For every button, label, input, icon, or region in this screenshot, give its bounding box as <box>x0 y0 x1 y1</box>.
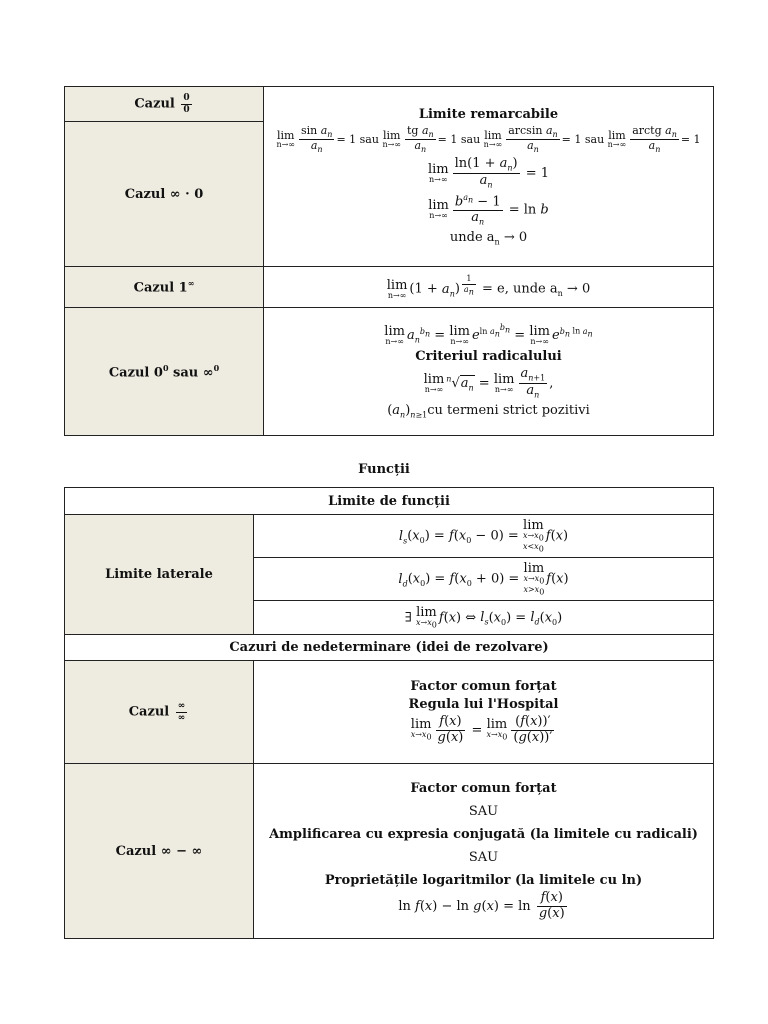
radical-criterion-title: Criteriul radicalului <box>415 349 562 365</box>
radical-criterion-cell <box>264 308 714 436</box>
positive-terms-condition: $(a_n)_{n\ge 1}cu$ termeni strict pozitivi <box>387 402 590 420</box>
ln-limit-formula: lim n→∞ $\frac{\ln(1 + a_n)}{a_n}$ = 1 <box>427 156 550 190</box>
function-limits-title: Limite de funcții <box>65 488 714 515</box>
common-factor-title-2: Factor comun forțat <box>410 780 557 796</box>
case-0-over-0-label: Cazul $\frac{0}{0}$ <box>65 87 264 122</box>
case-inf-minus-inf-label: Cazul ∞ − ∞ <box>65 764 254 939</box>
exp-limit-formula: lim n→∞ $\frac{b^{a_n} - 1}{a_n}$ = ln b <box>428 192 549 227</box>
case-0-0-inf-0-label: Cazul $0^0$ sau ∞$^0$ <box>65 308 264 436</box>
inf-minus-inf-methods-cell <box>254 764 714 939</box>
power-limit-formula: lim n→∞ $a_n^{b_n}$ = lim n→∞ $e^{ln a_n^{b_n}}$ = lim n→∞ $e^{b_n ln a_n}$ <box>384 323 593 347</box>
indeterminate-cases-title: Cazuri de nedeterminare (idei de rezolvare) <box>65 635 714 661</box>
radical-criterion-formula: lim n→∞ $^n√a_n$ = lim n→∞ $\frac{a_{n+1}}{a_n}$ , <box>423 366 554 400</box>
limits-table-functions <box>64 487 714 939</box>
case-inf-times-0-label: Cazul ∞ · 0 <box>65 122 264 267</box>
log-difference-formula: ln f(x) − ln g(x) = ln $\frac{f(x)}{g(x)}$ <box>398 889 565 921</box>
or-separator-2: SAU <box>468 849 499 865</box>
limits-table-sequences <box>64 86 714 436</box>
case-inf-over-inf-label: Cazul $\frac{\infty}{\infty}$ <box>65 661 254 764</box>
conjugate-method-title: Amplificarea cu expresia conjugată (la limitele cu radicali) <box>269 826 698 842</box>
limit-existence-formula: ∃ lim $x\to x_0$ f(x) ⇔ $l_s(x_0) = l_d(x_0)$ <box>254 601 714 635</box>
left-limit-formula: $l_s(x_0) = f(x_0 - 0)$ = lim $x\to x_0$ $x<x_0$ f(x) <box>254 515 714 558</box>
case-1-inf-label: Cazul 1∞ <box>65 267 264 308</box>
condition-an-to-0: unde $a_n \to 0$ <box>449 229 528 247</box>
lhospital-rule-title: Regula lui l'Hospital <box>408 696 559 712</box>
right-limit-formula: $l_d(x_0) = f(x_0 + 0)$ = lim $x\to x_0$ $x>x_0$ f(x) <box>254 558 714 601</box>
e-limit-formula: lim n→∞ $(1 + a_n)$ $^{\frac{1}{a_n}}$ = e, unde $a_n \to 0$ <box>264 267 714 308</box>
lateral-limits-label: Limite laterale <box>65 515 254 635</box>
or-separator-1: SAU <box>468 803 499 819</box>
lhospital-formula: lim $x\to x_0$ $\frac{f(x)}{g(x)}$ = lim $x\to x_0$ $\frac{(f(x))'}{(g(x))'}$ <box>410 713 553 745</box>
remarkable-limits-title: Limite remarcabile <box>418 106 559 122</box>
remarkable-limits-cell <box>264 87 714 267</box>
lhospital-cell <box>254 661 714 764</box>
common-factor-title: Factor comun forțat <box>410 678 557 694</box>
trig-limits-formula: lim n→∞ $\frac{\sin a_n}{a_n}$ = 1 sau lim n→∞ $\frac{tg a_n}{a_n}$ = 1 sau lim n→∞ $\frac{\arcsin a_n}{a_n}$ = 1 sau lim n→∞ $\frac{arctg a_n}{a_n}$ = 1 <box>276 123 701 155</box>
log-properties-title: Proprietățile logaritmilor (la limitele cu ln) <box>324 872 643 888</box>
functions-heading: Funcții <box>358 462 410 477</box>
